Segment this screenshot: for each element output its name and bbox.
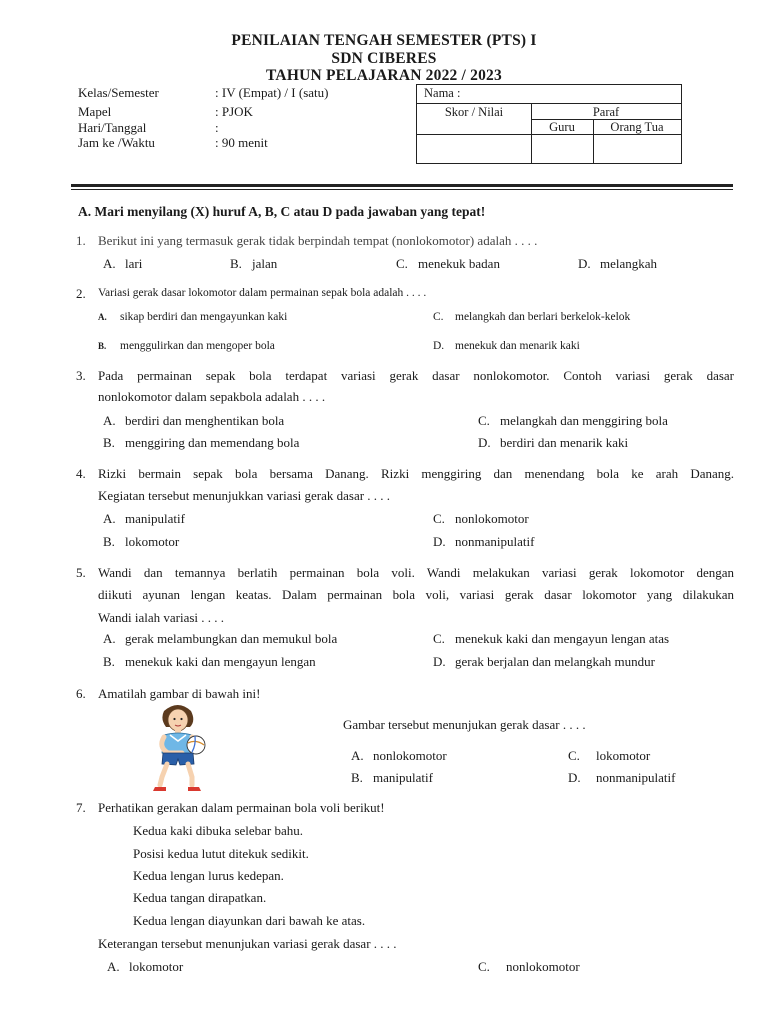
question-7-text: Perhatikan gerakan dalam permainan bola voli berikut!: [98, 800, 385, 815]
header-divider-thin: [71, 189, 733, 190]
question-4-number: 4.: [76, 466, 86, 481]
question-1-option-b[interactable]: B. jalan: [230, 256, 278, 271]
nama-label: Nama :: [424, 86, 461, 100]
guru-label: Guru: [549, 120, 575, 134]
question-3-option-a[interactable]: A. berdiri dan menghentikan bola: [103, 413, 285, 428]
question-5-option-b[interactable]: B. menekuk kaki dan mengayun lengan: [103, 654, 316, 669]
question-1-option-d[interactable]: D. melangkah: [578, 256, 658, 271]
question-2-option-b[interactable]: B. menggulirkan dan mengoper bola: [98, 340, 275, 352]
volleyball-girl-illustration: [146, 701, 212, 793]
orang-tua-label: Orang Tua: [610, 120, 664, 134]
question-5-text-line1: Wandi dan temannya berlatih permainan bola voli. Wandi melakukan variasi gerak lokomotor dengan: [98, 565, 734, 580]
question-1-option-a[interactable]: A. lari: [103, 256, 143, 271]
question-2-text: Variasi gerak dasar lokomotor dalam permainan sepak bola adalah . . . .: [98, 287, 427, 299]
question-6-option-b[interactable]: B. manipulatif: [351, 770, 433, 785]
question-3-number: 3.: [76, 368, 86, 383]
question-2-option-c[interactable]: C. melangkah dan berlari berkelok-kelok: [433, 311, 631, 323]
question-7-number: 7.: [76, 800, 86, 815]
question-7-step-4: Kedua tangan dirapatkan.: [133, 890, 267, 905]
question-1-number: 1.: [76, 233, 86, 248]
question-7-option-a[interactable]: A. lokomotor: [107, 959, 184, 974]
question-5-option-c[interactable]: C. menekuk kaki dan mengayun lengan atas: [433, 631, 670, 646]
question-7-step-3: Kedua lengan lurus kedepan.: [133, 868, 284, 883]
meta-value-hari: :: [215, 120, 219, 135]
question-3-option-c[interactable]: C. melangkah dan menggiring bola: [478, 413, 668, 428]
question-3-text-line1: Pada permainan sepak bola terdapat variasi gerak dasar nonlokomotor. Contoh variasi gerak dasar: [98, 368, 734, 383]
question-2-option-d[interactable]: D. menekuk dan menarik kaki: [433, 340, 580, 352]
meta-label-jam: Jam ke /Waktu: [78, 135, 155, 150]
question-4-text-line2: Kegiatan tersebut menunjukkan variasi gerak dasar . . . .: [98, 488, 391, 503]
meta-value-jam: : 90 menit: [215, 135, 268, 150]
section-a-instruction: A. Mari menyilang (X) huruf A, B, C atau D pada jawaban yang tepat!: [78, 204, 486, 219]
meta-label-kelas: Kelas/Semester: [78, 85, 159, 100]
question-4-option-d[interactable]: D. nonmanipulatif: [433, 534, 535, 549]
question-5-option-d[interactable]: D. gerak berjalan dan melangkah mundur: [433, 654, 655, 669]
question-3-option-b[interactable]: B. menggiring dan memendang bola: [103, 435, 300, 450]
question-4-option-b[interactable]: B. lokomotor: [103, 534, 180, 549]
paraf-label: Paraf: [592, 105, 620, 119]
header-year: TAHUN PELAJARAN 2022 / 2023: [266, 67, 502, 84]
identity-box: [416, 84, 682, 164]
question-1-text: Berikut ini yang termasuk gerak tidak berpindah tempat (nonlokomotor) adalah . . . .: [98, 233, 538, 248]
question-6-number: 6.: [76, 686, 86, 701]
question-4-option-c[interactable]: C. nonlokomotor: [433, 511, 529, 526]
question-3-option-d[interactable]: D. berdiri dan menarik kaki: [478, 435, 629, 450]
meta-value-kelas: : IV (Empat) / I (satu): [215, 85, 329, 100]
meta-value-mapel: : PJOK: [215, 104, 253, 119]
question-5-text-line3: Wandi ialah variasi . . . .: [98, 610, 225, 625]
question-7-option-c[interactable]: C. nonlokomotor: [478, 959, 580, 974]
question-4-option-a[interactable]: A. manipulatif: [103, 511, 185, 526]
question-1-option-c[interactable]: C. menekuk badan: [396, 256, 500, 271]
header-title: PENILAIAN TENGAH SEMESTER (PTS) I: [231, 32, 537, 49]
meta-label-hari: Hari/Tanggal: [78, 120, 147, 135]
header-school: SDN CIBERES: [331, 50, 437, 67]
question-5-number: 5.: [76, 565, 86, 580]
question-6-prompt: Gambar tersebut menunjukan gerak dasar . . . .: [343, 717, 586, 732]
question-5-text-line2: diikuti ayunan lengan keatas. Dalam permainan bola voli, variasi gerak dasar lokomotor yang dilakukan: [98, 587, 734, 602]
question-7-step-5: Kedua lengan diayunkan dari bawah ke atas.: [133, 913, 366, 928]
question-3-text-line2: nonlokomotor dalam sepakbola adalah . . . .: [98, 389, 326, 404]
question-7-step-2: Posisi kedua lutut ditekuk sedikit.: [133, 846, 309, 861]
question-6-text: Amatilah gambar di bawah ini!: [98, 686, 261, 701]
question-2-option-a[interactable]: A. sikap berdiri dan mengayunkan kaki: [98, 311, 288, 323]
question-7-closing: Keterangan tersebut menunjukan variasi gerak dasar . . . .: [98, 936, 397, 951]
question-5-option-a[interactable]: A. gerak melambungkan dan memukul bola: [103, 631, 338, 646]
question-4-text-line1: Rizki bermain sepak bola bersama Danang. Rizki menggiring dan menendang bola ke arah Danang.: [98, 466, 734, 481]
question-6-option-d[interactable]: D. nonmanipulatif: [568, 770, 676, 785]
question-2-number: 2.: [76, 286, 86, 301]
skor-label: Skor / Nilai: [444, 105, 504, 119]
question-6-option-c[interactable]: C. lokomotor: [568, 748, 651, 763]
question-6-option-a[interactable]: A. nonlokomotor: [351, 748, 447, 763]
header-divider-thick: [71, 184, 733, 187]
question-7-step-1: Kedua kaki dibuka selebar bahu.: [133, 823, 304, 838]
meta-label-mapel: Mapel: [78, 104, 112, 119]
